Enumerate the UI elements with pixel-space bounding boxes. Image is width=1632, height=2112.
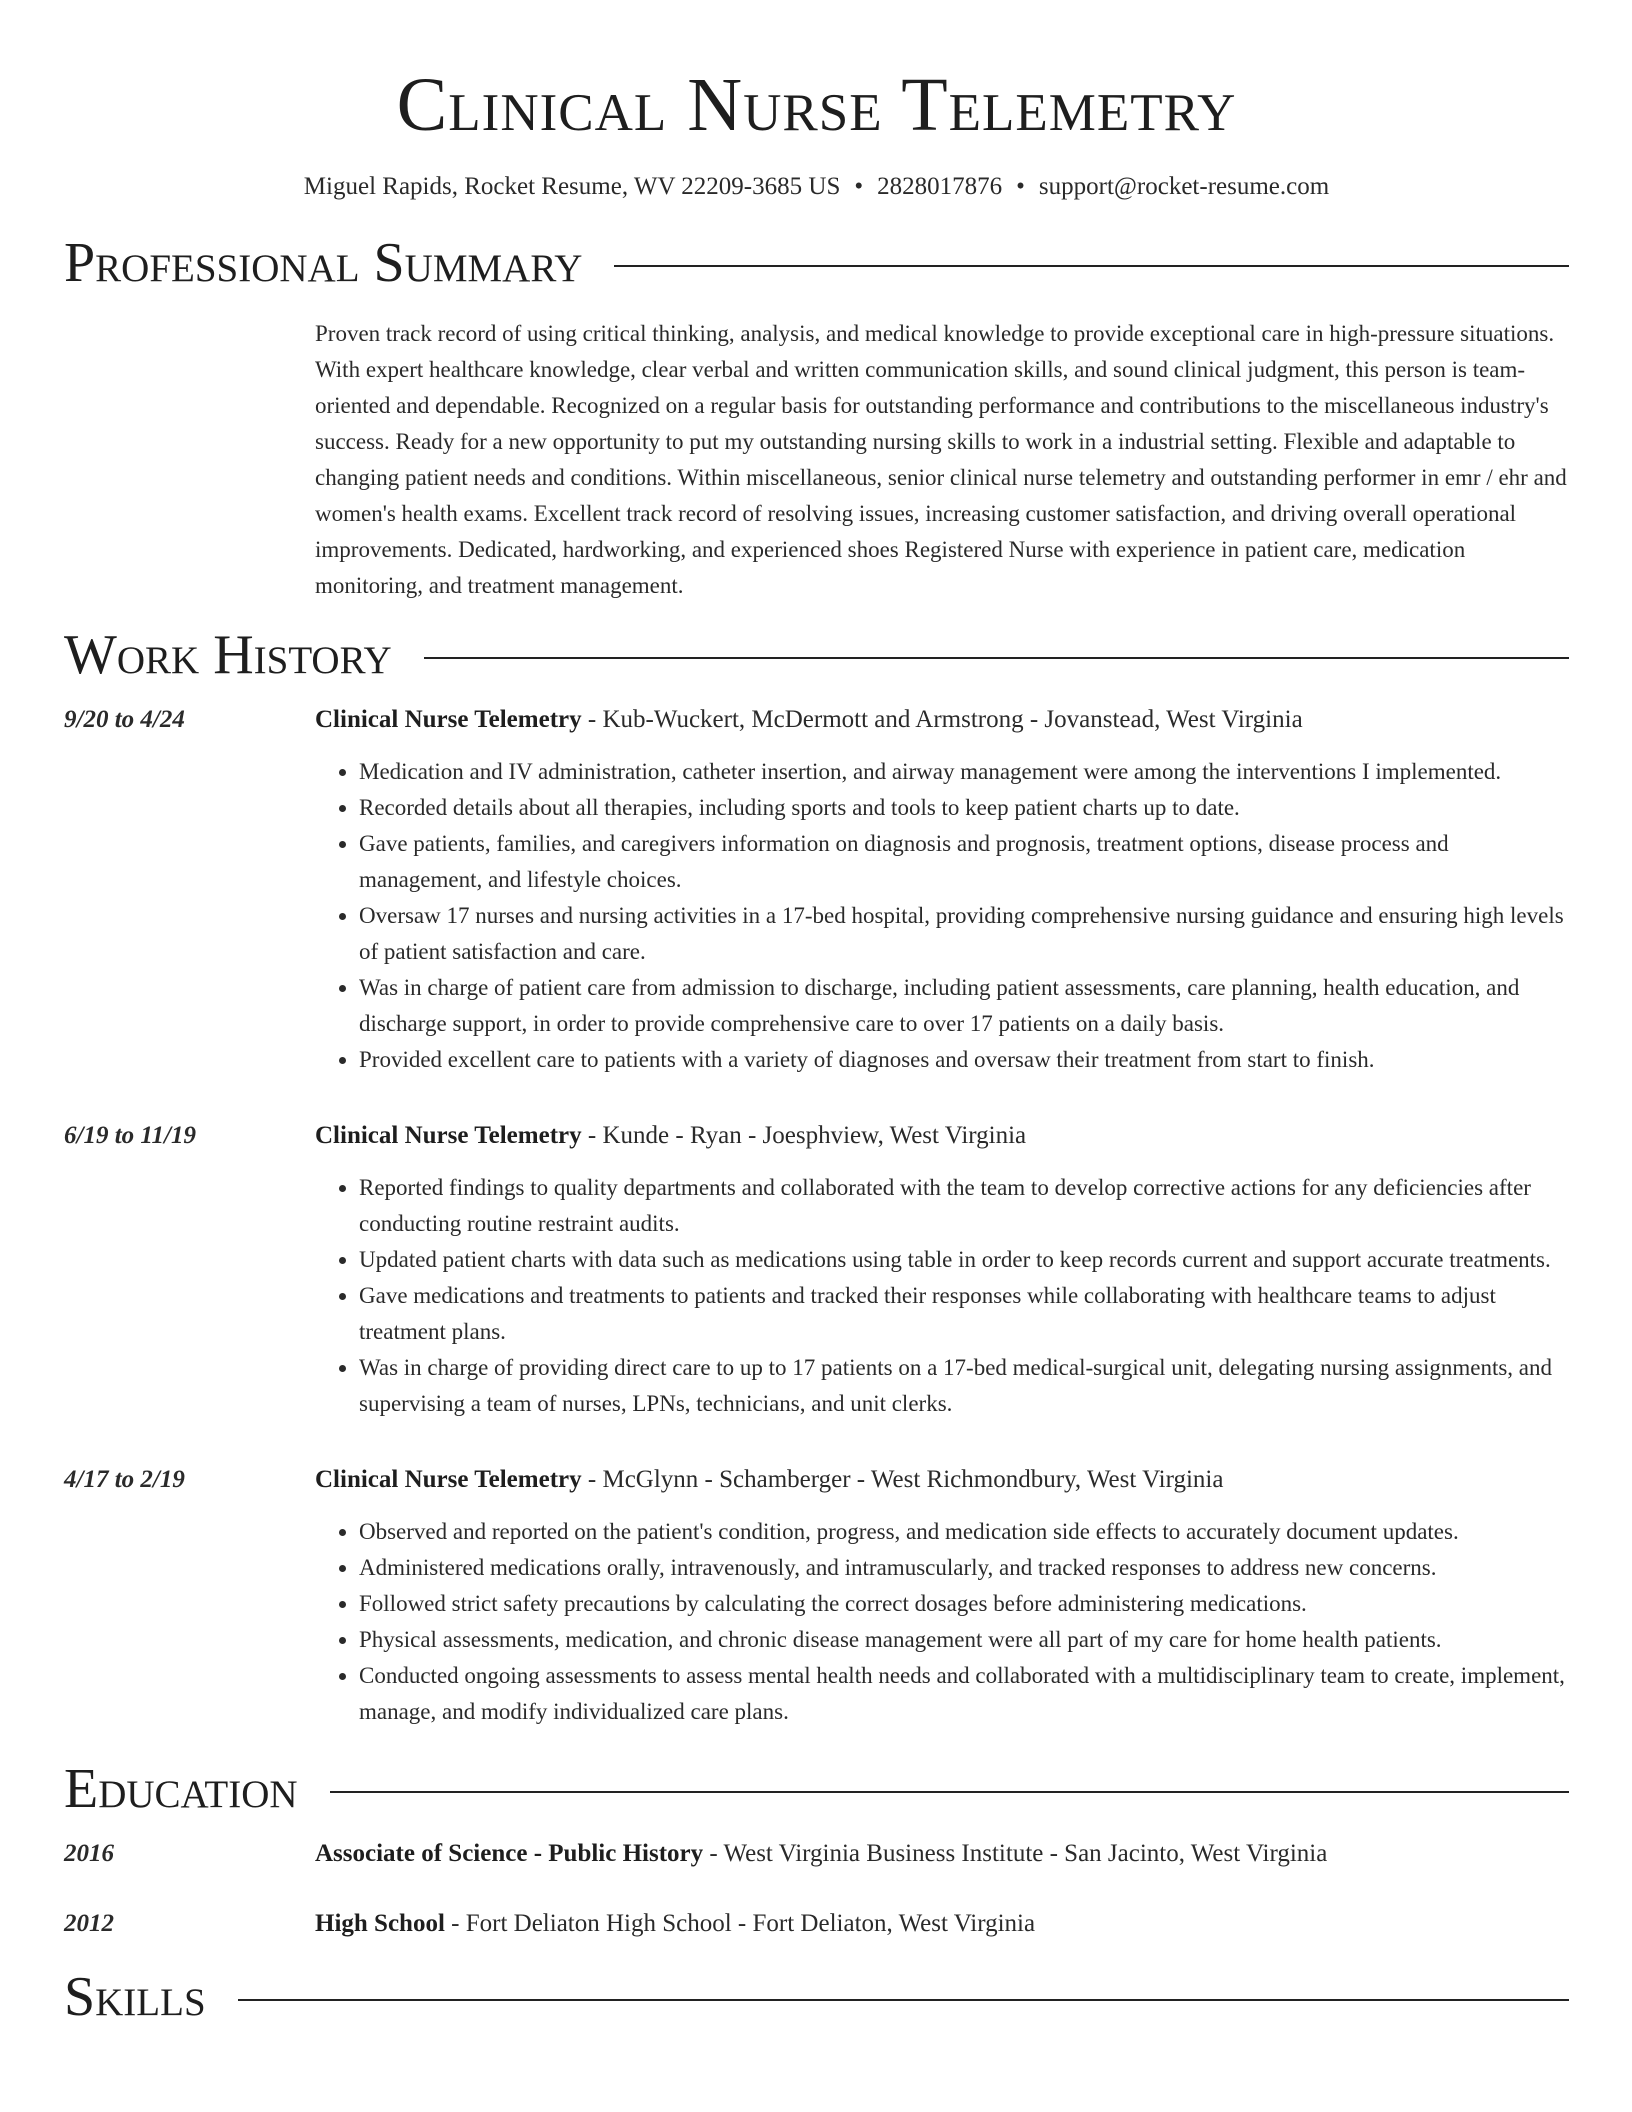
work-bullet: • Was in charge of patient care from admission to discharge, including patient assessments, care planning, health education, and discharge support, in order to provide comprehensive care to over 17 patients on a daily basis. xyxy=(359,970,1569,1042)
work-bullet: • Followed strict safety precautions by calculating the correct dosages before administering medications. xyxy=(359,1586,1569,1622)
education-heading xyxy=(315,1906,1035,1942)
education-degree: Associate of Science - Public History xyxy=(315,1840,704,1867)
section-divider xyxy=(238,1999,1569,2001)
education-degree: High School xyxy=(315,1910,445,1937)
work-bullet: • Medication and IV administration, catheter insertion, and airway management were among the interventions I implemented. xyxy=(359,754,1569,790)
skills-section-header xyxy=(64,1964,1569,2030)
contact-phone: 2828017876 xyxy=(877,173,1003,200)
education-entry xyxy=(64,1906,1569,1942)
job-employer-location: - Kub-Wuckert, McDermott and Armstrong - Jovanstead, West Virginia xyxy=(581,706,1303,733)
skills-section-title: Skills xyxy=(64,1966,206,2028)
work-section-header xyxy=(64,622,1569,688)
summary-text: Proven track record of using critical thinking, analysis, and medical knowledge to provide exceptional care in high-pressure situations. With expert healthcare knowledge, clear verbal and written communication skills, and sound clinical judgment, this person is team-oriented and dependable. Recognized on a regular basis for outstanding performance and contributions to the miscellaneous industry's success. Ready for a new opportunity to put my outstanding nursing skills to work in a industrial setting. Flexible and adaptable to changing patient needs and conditions. Within miscellaneous, senior clinical nurse telemetry and outstanding performer in emr / ehr and women's health exams. Excellent track record of resolving issues, increasing customer satisfaction, and driving overall operational improvements. Dedicated, hardworking, and experienced shoes Registered Nurse with experience in patient care, medication monitoring, and treatment management. xyxy=(315,321,1567,598)
work-dates: 6/19 to 11/19 xyxy=(64,1122,196,1149)
work-bullet: • Administered medications orally, intravenously, and intramuscularly, and tracked responses to address new concerns. xyxy=(359,1550,1569,1586)
work-bullet: • Updated patient charts with data such as medications using table in order to keep records current and support accurate treatments. xyxy=(359,1242,1569,1278)
work-entry-heading xyxy=(315,1462,1569,1498)
work-entry xyxy=(64,702,1569,1078)
resume-page xyxy=(64,0,1569,2030)
section-divider xyxy=(330,1791,1569,1793)
education-heading xyxy=(315,1836,1327,1872)
education-year: 2012 xyxy=(64,1910,114,1937)
work-bullets xyxy=(315,1514,1569,1730)
job-title: Clinical Nurse Telemetry xyxy=(315,1122,582,1149)
work-entry-body xyxy=(315,1462,1569,1730)
education-entry xyxy=(64,1836,1569,1872)
work-bullet: • Was in charge of providing direct care to up to 17 patients on a 17-bed medical-surgical unit, delegating nursing assignments, and supervising a team of nurses, LPNs, technicians, and unit clerks. xyxy=(359,1350,1569,1422)
section-divider xyxy=(614,265,1569,267)
section-divider xyxy=(424,657,1569,659)
work-bullets xyxy=(315,754,1569,1078)
work-bullet: • Gave patients, families, and caregivers information on diagnosis and prognosis, treatment options, disease process and management, and lifestyle choices. xyxy=(359,826,1569,898)
work-entry-heading xyxy=(315,1118,1569,1154)
contact-separator: • xyxy=(1016,173,1025,200)
work-bullet: • Physical assessments, medication, and chronic disease management were all part of my care for home health patients. xyxy=(359,1622,1569,1658)
resume-name: Clinical Nurse Telemetry xyxy=(396,63,1237,147)
education-section-title: Education xyxy=(64,1758,298,1820)
work-entry-body xyxy=(315,702,1569,1078)
work-dates: 4/17 to 2/19 xyxy=(64,1466,185,1493)
work-bullet: • Recorded details about all therapies, including sports and tools to keep patient charts up to date. xyxy=(359,790,1569,826)
work-bullet: • Provided excellent care to patients with a variety of diagnoses and oversaw their treatment from start to finish. xyxy=(359,1042,1569,1078)
work-bullet: • Gave medications and treatments to patients and tracked their responses while collaborating with healthcare teams to adjust treatment plans. xyxy=(359,1278,1569,1350)
summary-section-header xyxy=(64,230,1569,296)
education-school-location: - West Virginia Business Institute - San Jacinto, West Virginia xyxy=(703,1840,1328,1867)
work-entry-body xyxy=(315,1118,1569,1422)
contact-line xyxy=(64,170,1569,204)
education-school-location: - Fort Deliaton High School - Fort Deliaton, West Virginia xyxy=(444,1910,1036,1937)
education-section-header xyxy=(64,1756,1569,1822)
work-bullet: • Oversaw 17 nurses and nursing activities in a 17-bed hospital, providing comprehensive nursing guidance and ensuring high levels of patient satisfaction and care. xyxy=(359,898,1569,970)
job-title: Clinical Nurse Telemetry xyxy=(315,706,582,733)
contact-address: Miguel Rapids, Rocket Resume, WV 22209-3685 US xyxy=(303,173,841,200)
work-bullet: • Observed and reported on the patient's condition, progress, and medication side effects to accurately document updates. xyxy=(359,1514,1569,1550)
summary-section-title: Professional Summary xyxy=(64,232,583,294)
job-employer-location: - Kunde - Ryan - Joesphview, West Virginia xyxy=(581,1122,1027,1149)
contact-separator: • xyxy=(854,173,864,200)
education-year: 2016 xyxy=(64,1840,114,1867)
work-entry-heading xyxy=(315,702,1569,738)
work-entry xyxy=(64,1462,1569,1730)
job-title: Clinical Nurse Telemetry xyxy=(315,1466,582,1493)
work-dates: 9/20 to 4/24 xyxy=(64,706,185,733)
work-bullet: • Reported findings to quality departments and collaborated with the team to develop corrective actions for any deficiencies after conducting routine restraint audits. xyxy=(359,1170,1569,1242)
work-bullets xyxy=(315,1170,1569,1422)
work-section-title: Work History xyxy=(64,624,392,686)
contact-email: support@rocket-resume.com xyxy=(1038,173,1330,200)
job-employer-location: - McGlynn - Schamberger - West Richmondbury, West Virginia xyxy=(581,1466,1224,1493)
work-entry xyxy=(64,1118,1569,1422)
work-bullet: • Conducted ongoing assessments to assess mental health needs and collaborated with a multidisciplinary team to create, implement, manage, and modify individualized care plans. xyxy=(359,1658,1569,1730)
